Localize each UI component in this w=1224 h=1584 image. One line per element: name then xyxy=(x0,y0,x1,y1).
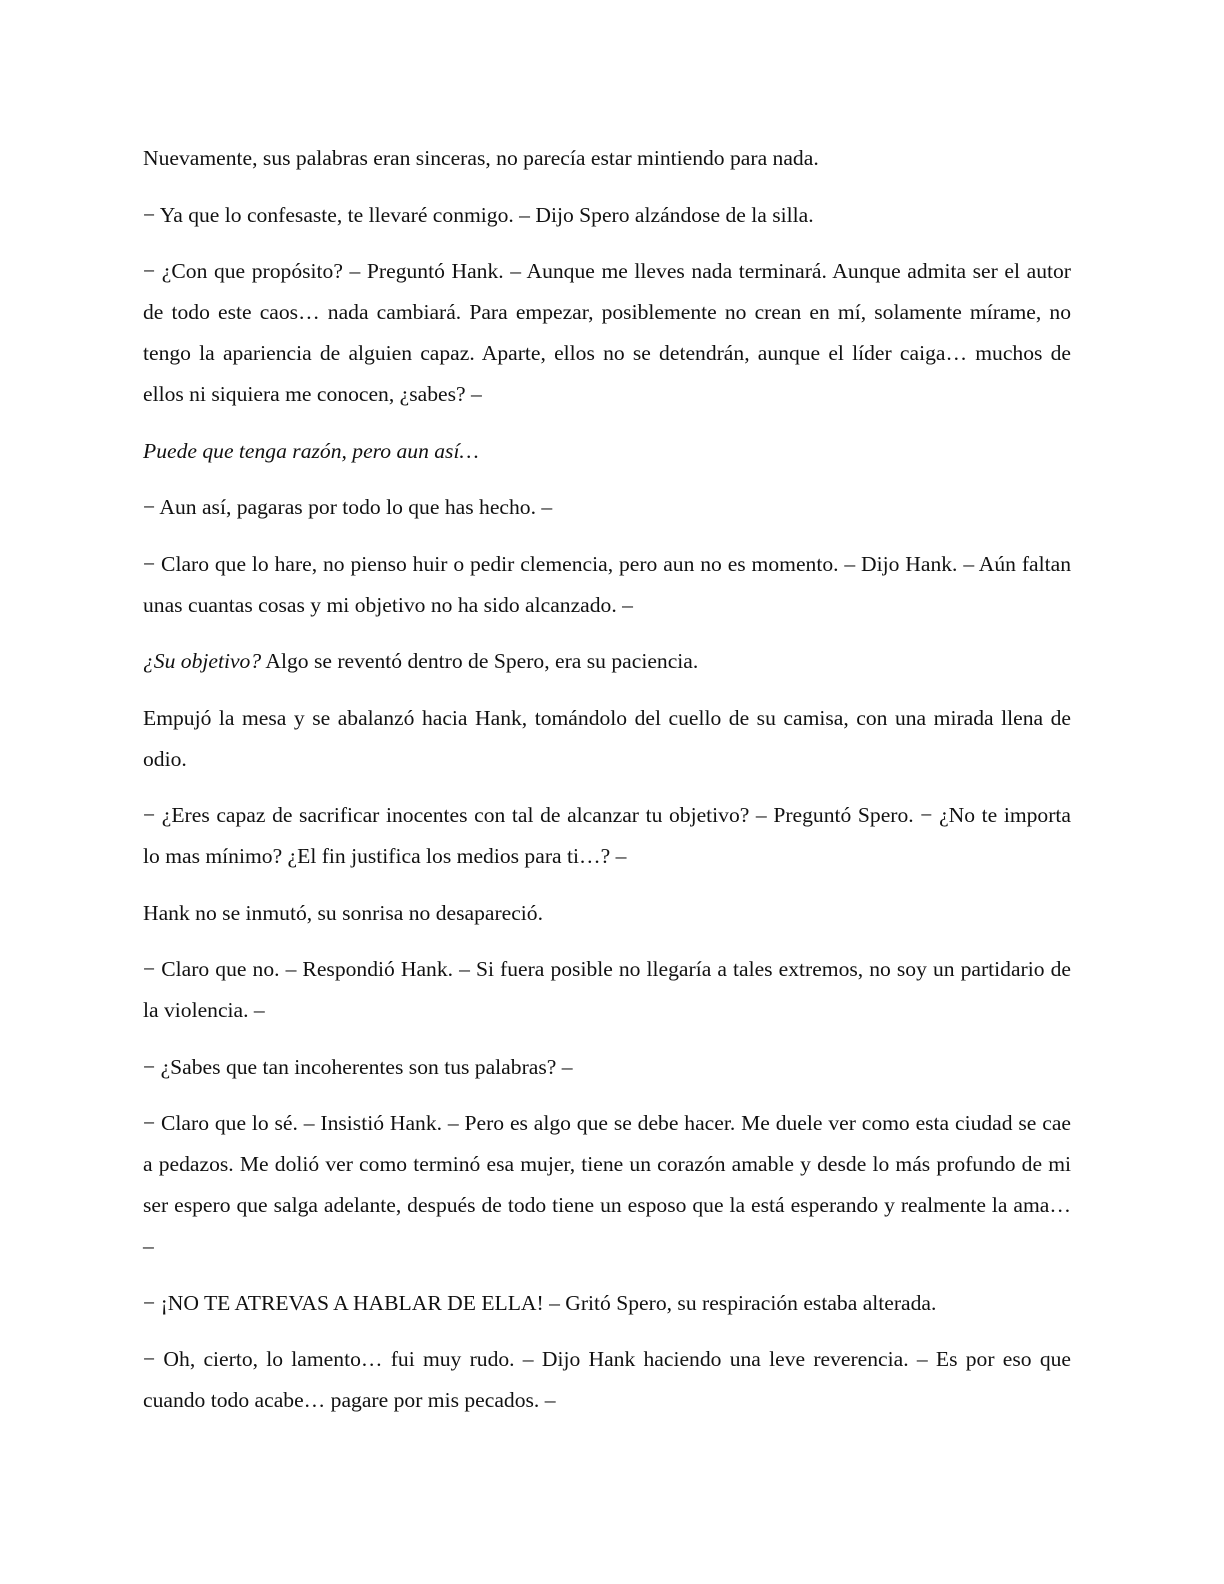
paragraph-narration-empujo: Empujó la mesa y se abalanzó hacia Hank, tomándolo del cuello de su camisa, con una mirada llena de odio. xyxy=(143,705,1071,771)
italic-thought-objetivo: ¿Su objetivo? xyxy=(143,649,262,673)
paragraph-dialogue-spero-confesaste: − Ya que lo confesaste, te llevaré conmigo. – Dijo Spero alzándose de la silla. xyxy=(143,202,814,227)
paragraph-narration-sincere: Nuevamente, sus palabras eran sinceras, no parecía estar mintiendo para nada. xyxy=(143,146,819,170)
paragraph-dialogue-hank-proposito: − ¿Con que propósito? – Preguntó Hank. – Aunque me lleves nada terminará. Aunque admita ser el autor de todo este caos… nada cambiará. Para empezar, posiblemente no crean en mí, solamente mírame, no tengo la apariencia de alguien capaz. Aparte, ellos no se detendrán, aunque el líder caiga… muchos de ellos ni siquiera me conocen, ¿sabes? – xyxy=(143,259,1071,406)
paragraph-dialogue-hank-ciudad: − Claro que lo sé. – Insistió Hank. – Pero es algo que se debe hacer. Me duele ver como esta ciudad se cae a pedazos. Me dolió ver como terminó esa mujer, tiene un corazón amable y desde lo más profundo de mi ser espero que salga adelante, después de todo tiene un esposo que la está esperando y realmente la ama… – xyxy=(143,1111,1071,1258)
paragraph-dialogue-spero-incoherentes: − ¿Sabes que tan incoherentes son tus palabras? – xyxy=(143,1054,573,1079)
paragraph-dialogue-spero-pagaras: − Aun así, pagaras por todo lo que has hecho. – xyxy=(143,495,553,519)
paragraph-narration-objetivo-text: Algo se reventó dentro de Spero, era su paciencia. xyxy=(261,649,699,673)
paragraph-dialogue-hank-pecados: − Oh, cierto, lo lamento… fui muy rudo. – Dijo Hank haciendo una leve reverencia. – Es por eso que cuando todo acabe… pagare por mis pecados. – xyxy=(143,1347,1071,1412)
paragraph-dialogue-spero-sacrificar: − ¿Eres capaz de sacrificar inocentes con tal de alcanzar tu objetivo? – Preguntó Spero. − ¿No te importa lo mas mínimo? ¿El fin justifica los medios para ti…? – xyxy=(143,803,1071,868)
paragraph-dialogue-spero-grito: − ¡NO TE ATREVAS A HABLAR DE ELLA! – Gritó Spero, su respiración estaba alterada. xyxy=(143,1290,937,1315)
paragraph-thought-razon: Puede que tenga razón, pero aun así… xyxy=(143,438,479,463)
paragraph-dialogue-hank-violencia: − Claro que no. – Respondió Hank. – Si fuera posible no llegaría a tales extremos, no soy un partidario de la violencia. – xyxy=(143,957,1071,1022)
paragraph-dialogue-hank-clemencia: − Claro que lo hare, no pienso huir o pedir clemencia, pero aun no es momento. – Dijo Hank. – Aún faltan unas cuantas cosas y mi objetivo no ha sido alcanzado. – xyxy=(143,551,1071,617)
paragraph-narration-inmuto: Hank no se inmutó, su sonrisa no desapareció. xyxy=(143,900,544,925)
paragraph-narration-objetivo xyxy=(143,641,1071,682)
document-page xyxy=(143,138,1071,1437)
